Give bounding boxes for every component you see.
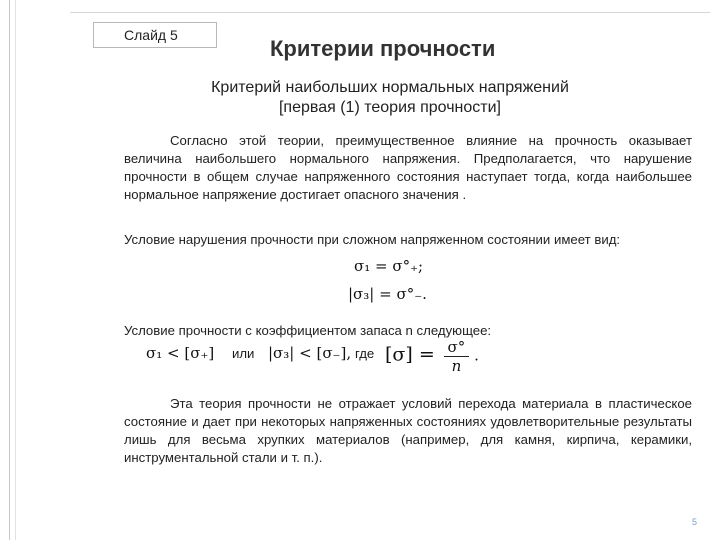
frame-left-line: [9, 0, 10, 540]
slide-title: Критерии прочности: [270, 36, 496, 61]
frame-top-line: [70, 12, 710, 13]
allowable-stress-lhs: [σ] =: [385, 343, 435, 366]
paragraph-theory-description: Согласно этой теории, преимущественное влияние на прочность оказывает величина наибольшего нормального напряжения. Предполагается, что нарушение прочности в общем случае напряженного состояния наступает тогда, когда наибольшее нормальное напряжение достигает опасного значения .: [124, 133, 692, 202]
page-number: 5: [692, 517, 698, 527]
slide-subtitle: [120, 78, 660, 118]
subtitle-line-2: [первая (1) теория прочности]: [278, 99, 501, 116]
paragraph-failure-condition: Условие нарушения прочности при сложном напряженном состоянии имеет вид:: [124, 232, 621, 247]
subtitle-line-1: Критерий наибольших нормальных напряжений: [211, 79, 569, 96]
where-conjunction: где: [355, 346, 375, 361]
frame-left-line-inner: [15, 0, 16, 540]
allowable-stress-fraction: [444, 338, 470, 375]
formula-sigma3-less-allowable: |σ₃| < [σ₋],: [268, 344, 352, 362]
paragraph-theory-limitation: Эта теория прочности не отражает условий перехода материала в пластическое состояние и дает при некоторых напряженных состояниях удовлетворительные результаты лишь для весьма хрупких материалов (например, для камня, кирпича, керамики, инструментальной стали и т. п.).: [124, 396, 692, 465]
formula-sigma1-equals-limit: σ₁ = σ°₊;: [354, 257, 424, 275]
formula-allowable-stress: [385, 338, 479, 375]
slide-number-label: Слайд 5: [93, 22, 217, 48]
fraction-denominator: n: [451, 357, 462, 375]
formula-sigma1-less-allowable: σ₁ < [σ₊]: [146, 344, 215, 362]
formula-sigma3-equals-limit: |σ₃| = σ°₋.: [348, 285, 427, 303]
or-conjunction: или: [232, 346, 255, 361]
paragraph-strength-condition: Условие прочности с коэффициентом запаса n следующее:: [124, 323, 492, 338]
formula-end-period: .: [474, 346, 479, 365]
fraction-numerator: σ°: [444, 338, 470, 357]
